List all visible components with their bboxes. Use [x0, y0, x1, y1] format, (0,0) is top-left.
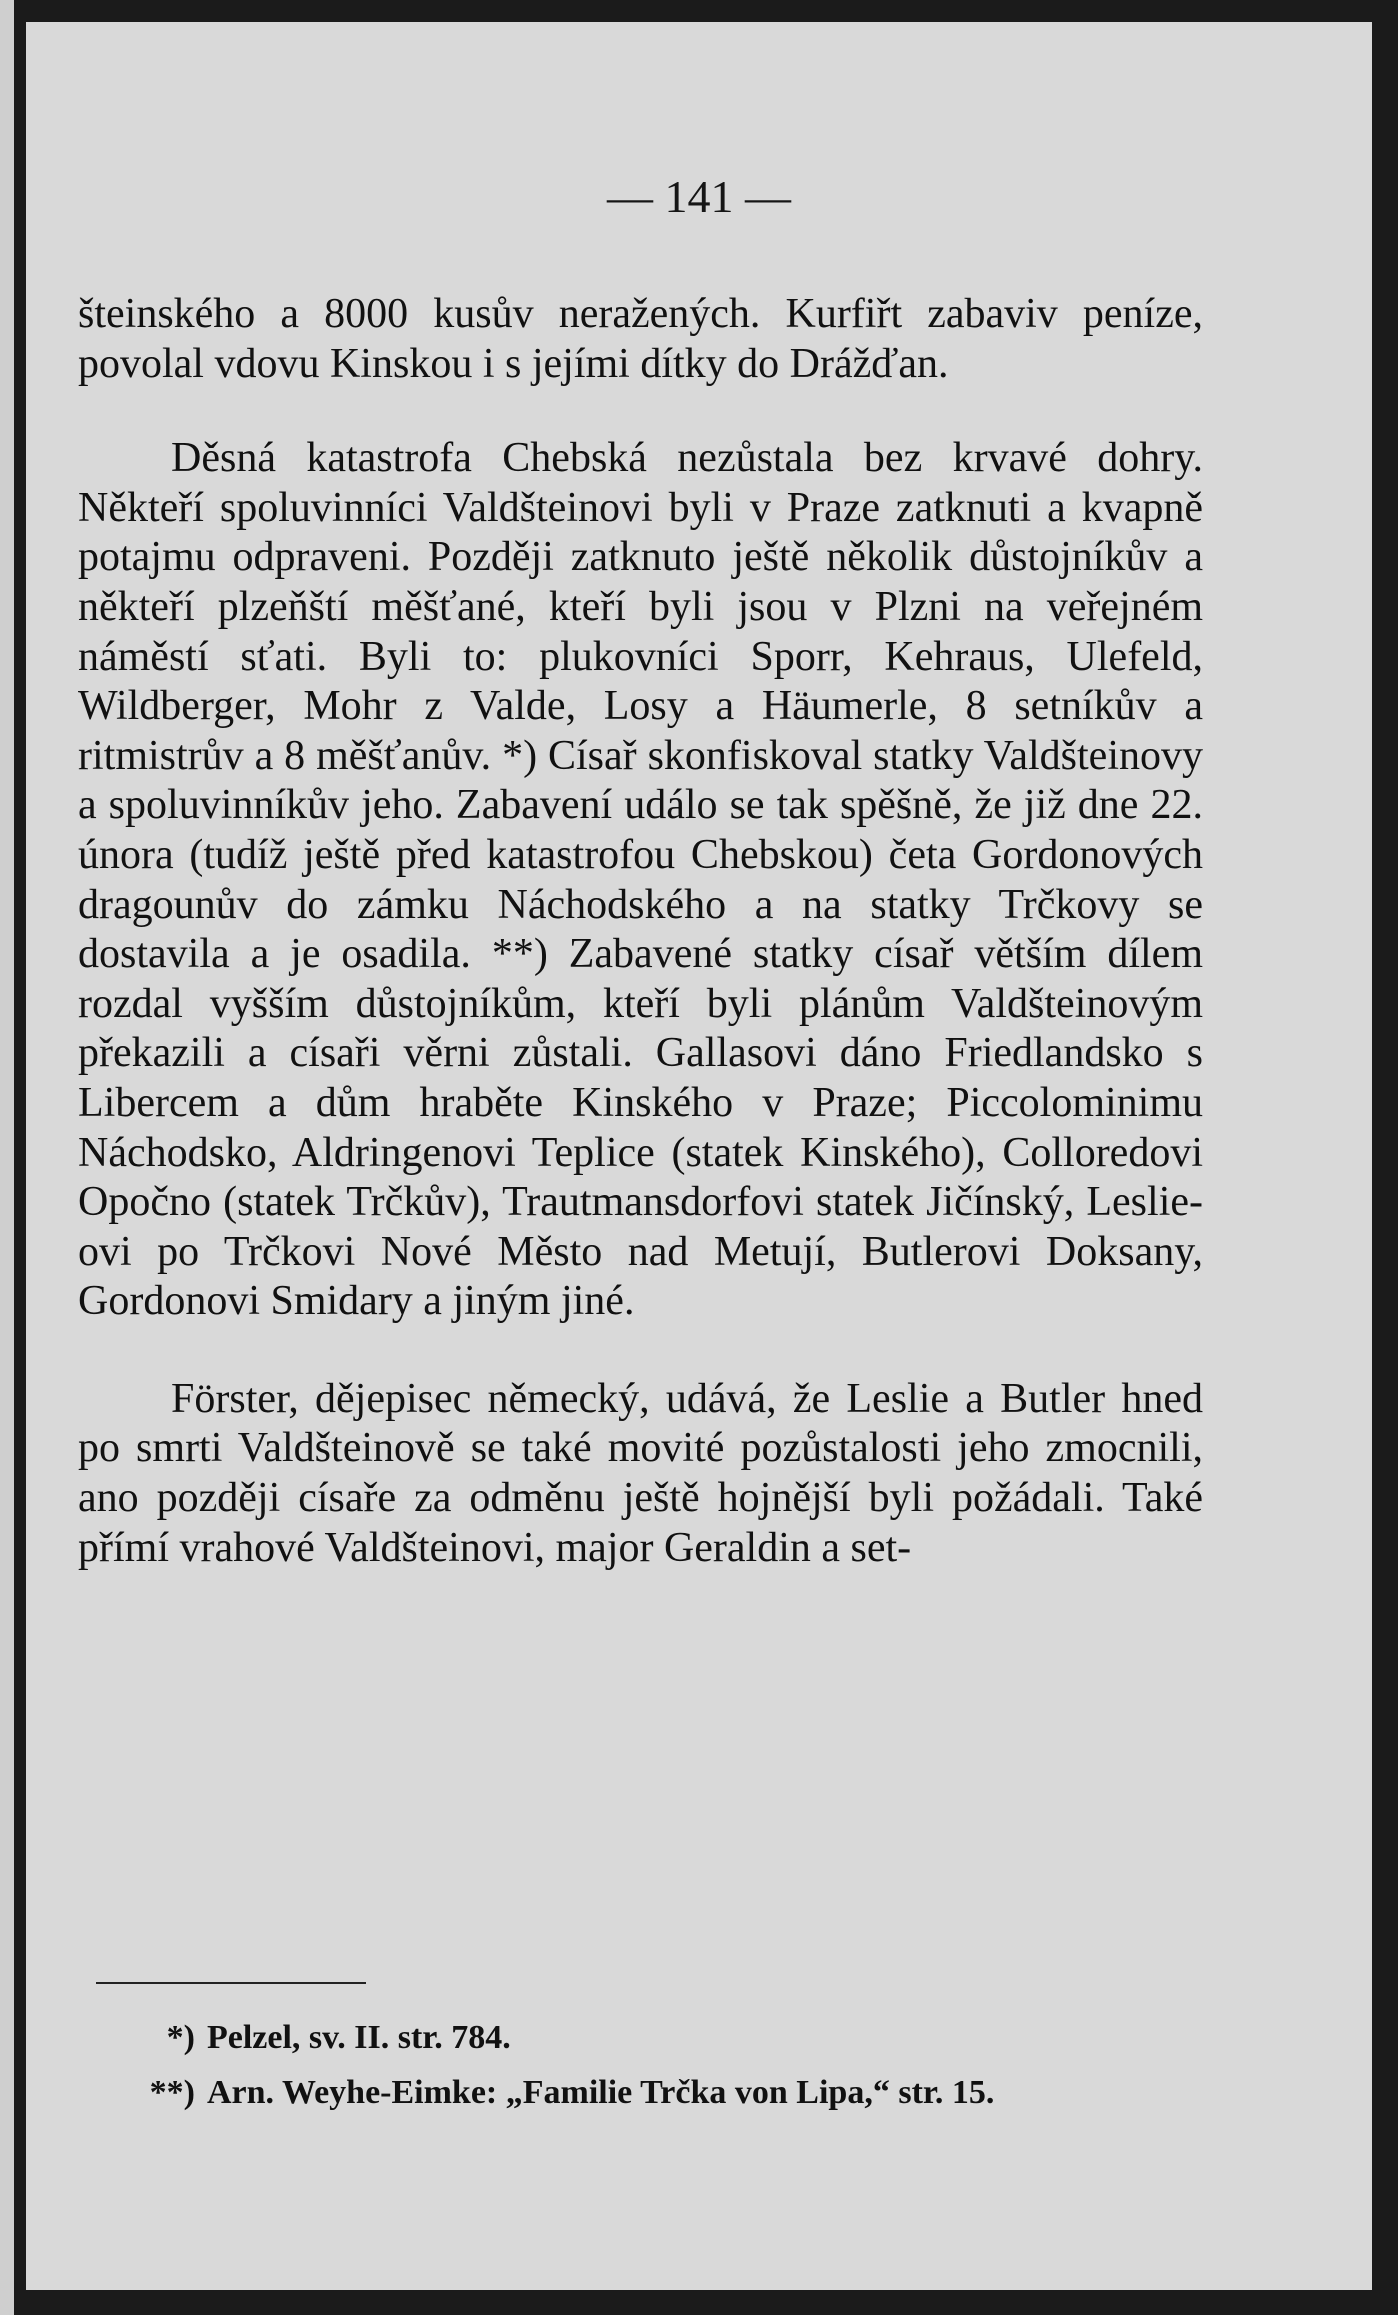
footnote-2 — [131, 2065, 1211, 2120]
footnote-1 — [131, 2010, 1211, 2065]
footnote-mark: *) — [166, 2019, 195, 2056]
body-text — [78, 290, 1203, 1573]
previous-page-edge — [0, 0, 14, 2315]
footnote-text: Pelzel, sv. II. str. 784. — [207, 2019, 511, 2056]
footnote-text: Arn. Weyhe-Eimke: „Familie Trčka von Lipa,“ str. 15. — [207, 2074, 995, 2111]
page-number: — 141 — — [607, 171, 791, 222]
footnotes — [131, 2010, 1211, 2120]
book-page — [26, 22, 1372, 2290]
paragraph-continuation: šteinského a 8000 kusův neražených. Kurfiřt zabaviv peníze, povolal vdovu Kinskou i s jejími dítky do Drážďan. — [78, 291, 1203, 387]
paragraph-katastrofa: Děsná katastrofa Chebská nezůstala bez krvavé dohry. Někteří spoluvinníci Valdšteinovi byli v Praze zatknuti a kvapně potajmu odpraveni. Později zatknuto ještě několik důstojníkův a někteří plzeňští měšťané, kteří byli jsou v Plzni na veřejném náměstí sťati. Byli to: plukovníci Sporr, Kehraus, Ulefeld, Wildberger, Mohr z Valde, Losy a Häumerle, 8 setníkův a ritmistrův a 8 měšťanův. *) Císař skonfiskoval statky Valdšteinovy a spoluvinníkův jeho. Zabavení událo se tak spěšně, že již dne 22. února (tudíž ještě před katastrofou Chebskou) četa Gordonových dragounův do zámku Náchodského a na statky Trčkovy se dostavila a je osadila. **) Zabavené statky císař větším dílem rozdal vyšším důstojníkům, kteří byli plánům Valdšteinovým překazili a císaři věrni zůstali. Gallasovi dáno Friedlandsko s Libercem a dům hraběte Kinského v Praze; Piccolominimu Náchodsko, Aldringenovi Teplice (statek Kinského), Colloredovi Opočno (statek Trčkův), Trautmansdorfovi statek Jičínský, Leslie-ovi po Trčkovi Nové Město nad Metují, Butlerovi Doksany, Gordonovi Smidary a jiným jiné. — [78, 435, 1203, 1325]
footnote-mark: **) — [149, 2074, 195, 2111]
footnote-divider — [96, 1982, 366, 1984]
paragraph-forster: Förster, dějepisec německý, udává, že Leslie a Butler hned po smrti Valdšteinově se také movité pozůstalosti jeho zmocnili, ano později císaře za odměnu ještě hojnější byli požádali. Také přímí vrahové Valdšteinovi, major Geraldin a set- — [78, 1375, 1203, 1571]
